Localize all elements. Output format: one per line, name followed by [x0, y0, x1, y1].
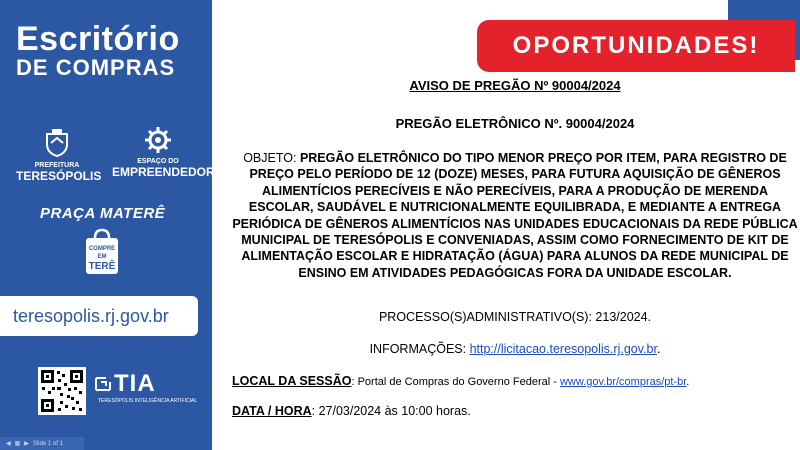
- processo-line: PROCESSO(S)ADMINISTRATIVO(S): 213/2024.: [378, 310, 652, 324]
- praca-materê-logo: PRAÇA MATERÊ: [40, 205, 166, 222]
- tia-logo: [94, 370, 197, 404]
- date-time-line: [232, 404, 798, 418]
- objeto-paragraph: [232, 150, 798, 281]
- grid-view-icon[interactable]: ▦: [14, 441, 21, 447]
- notice-title: AVISO DE PREGÃO Nº 90004/2024: [409, 78, 621, 93]
- local-text: : Portal de Compras do Governo Federal -: [351, 376, 560, 388]
- objeto-label: OBJETO:: [243, 151, 300, 165]
- website-url: teresopolis.rj.gov.br: [13, 305, 169, 326]
- local-label: LOCAL DA SESSÃO: [232, 374, 352, 388]
- website-link[interactable]: [0, 296, 198, 336]
- info-label: INFORMAÇÕES:: [369, 342, 470, 356]
- tia-subtitle: TERESÓPOLIS INTELIGÊNCIA ARTIFICIAL: [98, 398, 198, 404]
- slide-navigation[interactable]: [0, 437, 84, 450]
- opportunities-banner: OPORTUNIDADES!: [477, 20, 795, 72]
- info-line: [232, 342, 798, 356]
- local-line: [232, 374, 798, 388]
- brand-subtitle: [16, 55, 175, 81]
- brand-subtitle-main: COMPRAS: [55, 55, 176, 80]
- info-end: .: [656, 342, 661, 356]
- empreendedor-big: EMPREENDEDOR: [112, 165, 215, 179]
- bag-line-1: COMPRE: [88, 246, 116, 252]
- local-link[interactable]: www.gov.br/compras/pt-br: [559, 376, 687, 388]
- dh-label: DATA / HORA: [232, 404, 312, 418]
- prev-slide-icon[interactable]: ◀: [6, 441, 11, 447]
- tia-title: TIA: [114, 370, 156, 397]
- slide-counter: Slide 1 of 1: [32, 440, 63, 447]
- ai-chip-icon: [94, 374, 112, 394]
- brand-subtitle-prefix: DE: [16, 55, 56, 80]
- shopping-bag-icon: [84, 228, 120, 276]
- empreendedor-small: ESPAÇO DO: [137, 158, 179, 165]
- empreendedor-logo: [112, 126, 215, 179]
- bag-line-3: TERÊ: [88, 261, 116, 272]
- objeto-text: PREGÃO ELETRÔNICO DO TIPO MENOR PREÇO POR ITEM, PARA REGISTRO DE PREÇO PELO PERÍODO DE 12 (DOZE) MESES, PARA FUTURA AQUISIÇÃO DE GÊNEROS ALIMENTÍCIOS PERECÍVEIS E NÃO PERECÍVEIS, PARA A PRODUÇÃO DE MERENDA ESCOLAR, SAUDÁVEL E NUTRICIONALMENTE EQUILIBRADA, E MEDIANTE A ENTREGA PERIÓDICA DE GÊNEROS ALIMENTÍCIOS NAS UNIDADES EDUCACIONAIS DA REDE PÚBLICA MUNICIPAL DE TERESÓPOLIS E CONVENIADAS, ASSIM COMO FORNECIMENTO DE KIT DE ALIMENTAÇÃO ESCOLAR E HIDRATAÇÃO (ÁGUA) PARA ALUNOS DA REDE MUNICIPAL DE ENSINO EM ATIVIDADES PEDAGÓGICAS FORA DA UNIDADE ESCOLAR.: [232, 151, 798, 280]
- bag-line-2: EM: [97, 254, 107, 260]
- prefeitura-small: PREFEITURA: [34, 162, 80, 169]
- local-end: .: [686, 376, 690, 388]
- info-link[interactable]: http://licitacao.teresopolis.rj.gov.br: [469, 342, 657, 356]
- prefeitura-logo: [16, 128, 102, 183]
- qr-code-icon[interactable]: [38, 367, 86, 415]
- prefeitura-big: TERESÓPOLIS: [16, 169, 102, 183]
- gear-icon: [144, 126, 172, 154]
- next-slide-icon[interactable]: ▶: [24, 441, 29, 447]
- coat-of-arms-icon: [42, 128, 72, 158]
- corner-decoration: [196, 0, 212, 16]
- sidebar: [0, 0, 215, 450]
- notice-subtitle: PREGÃO ELETRÔNICO Nº. 90004/2024: [395, 116, 635, 131]
- dh-text: : 27/03/2024 às 10:00 horas.: [311, 404, 471, 418]
- brand-title: Escritório: [16, 20, 180, 58]
